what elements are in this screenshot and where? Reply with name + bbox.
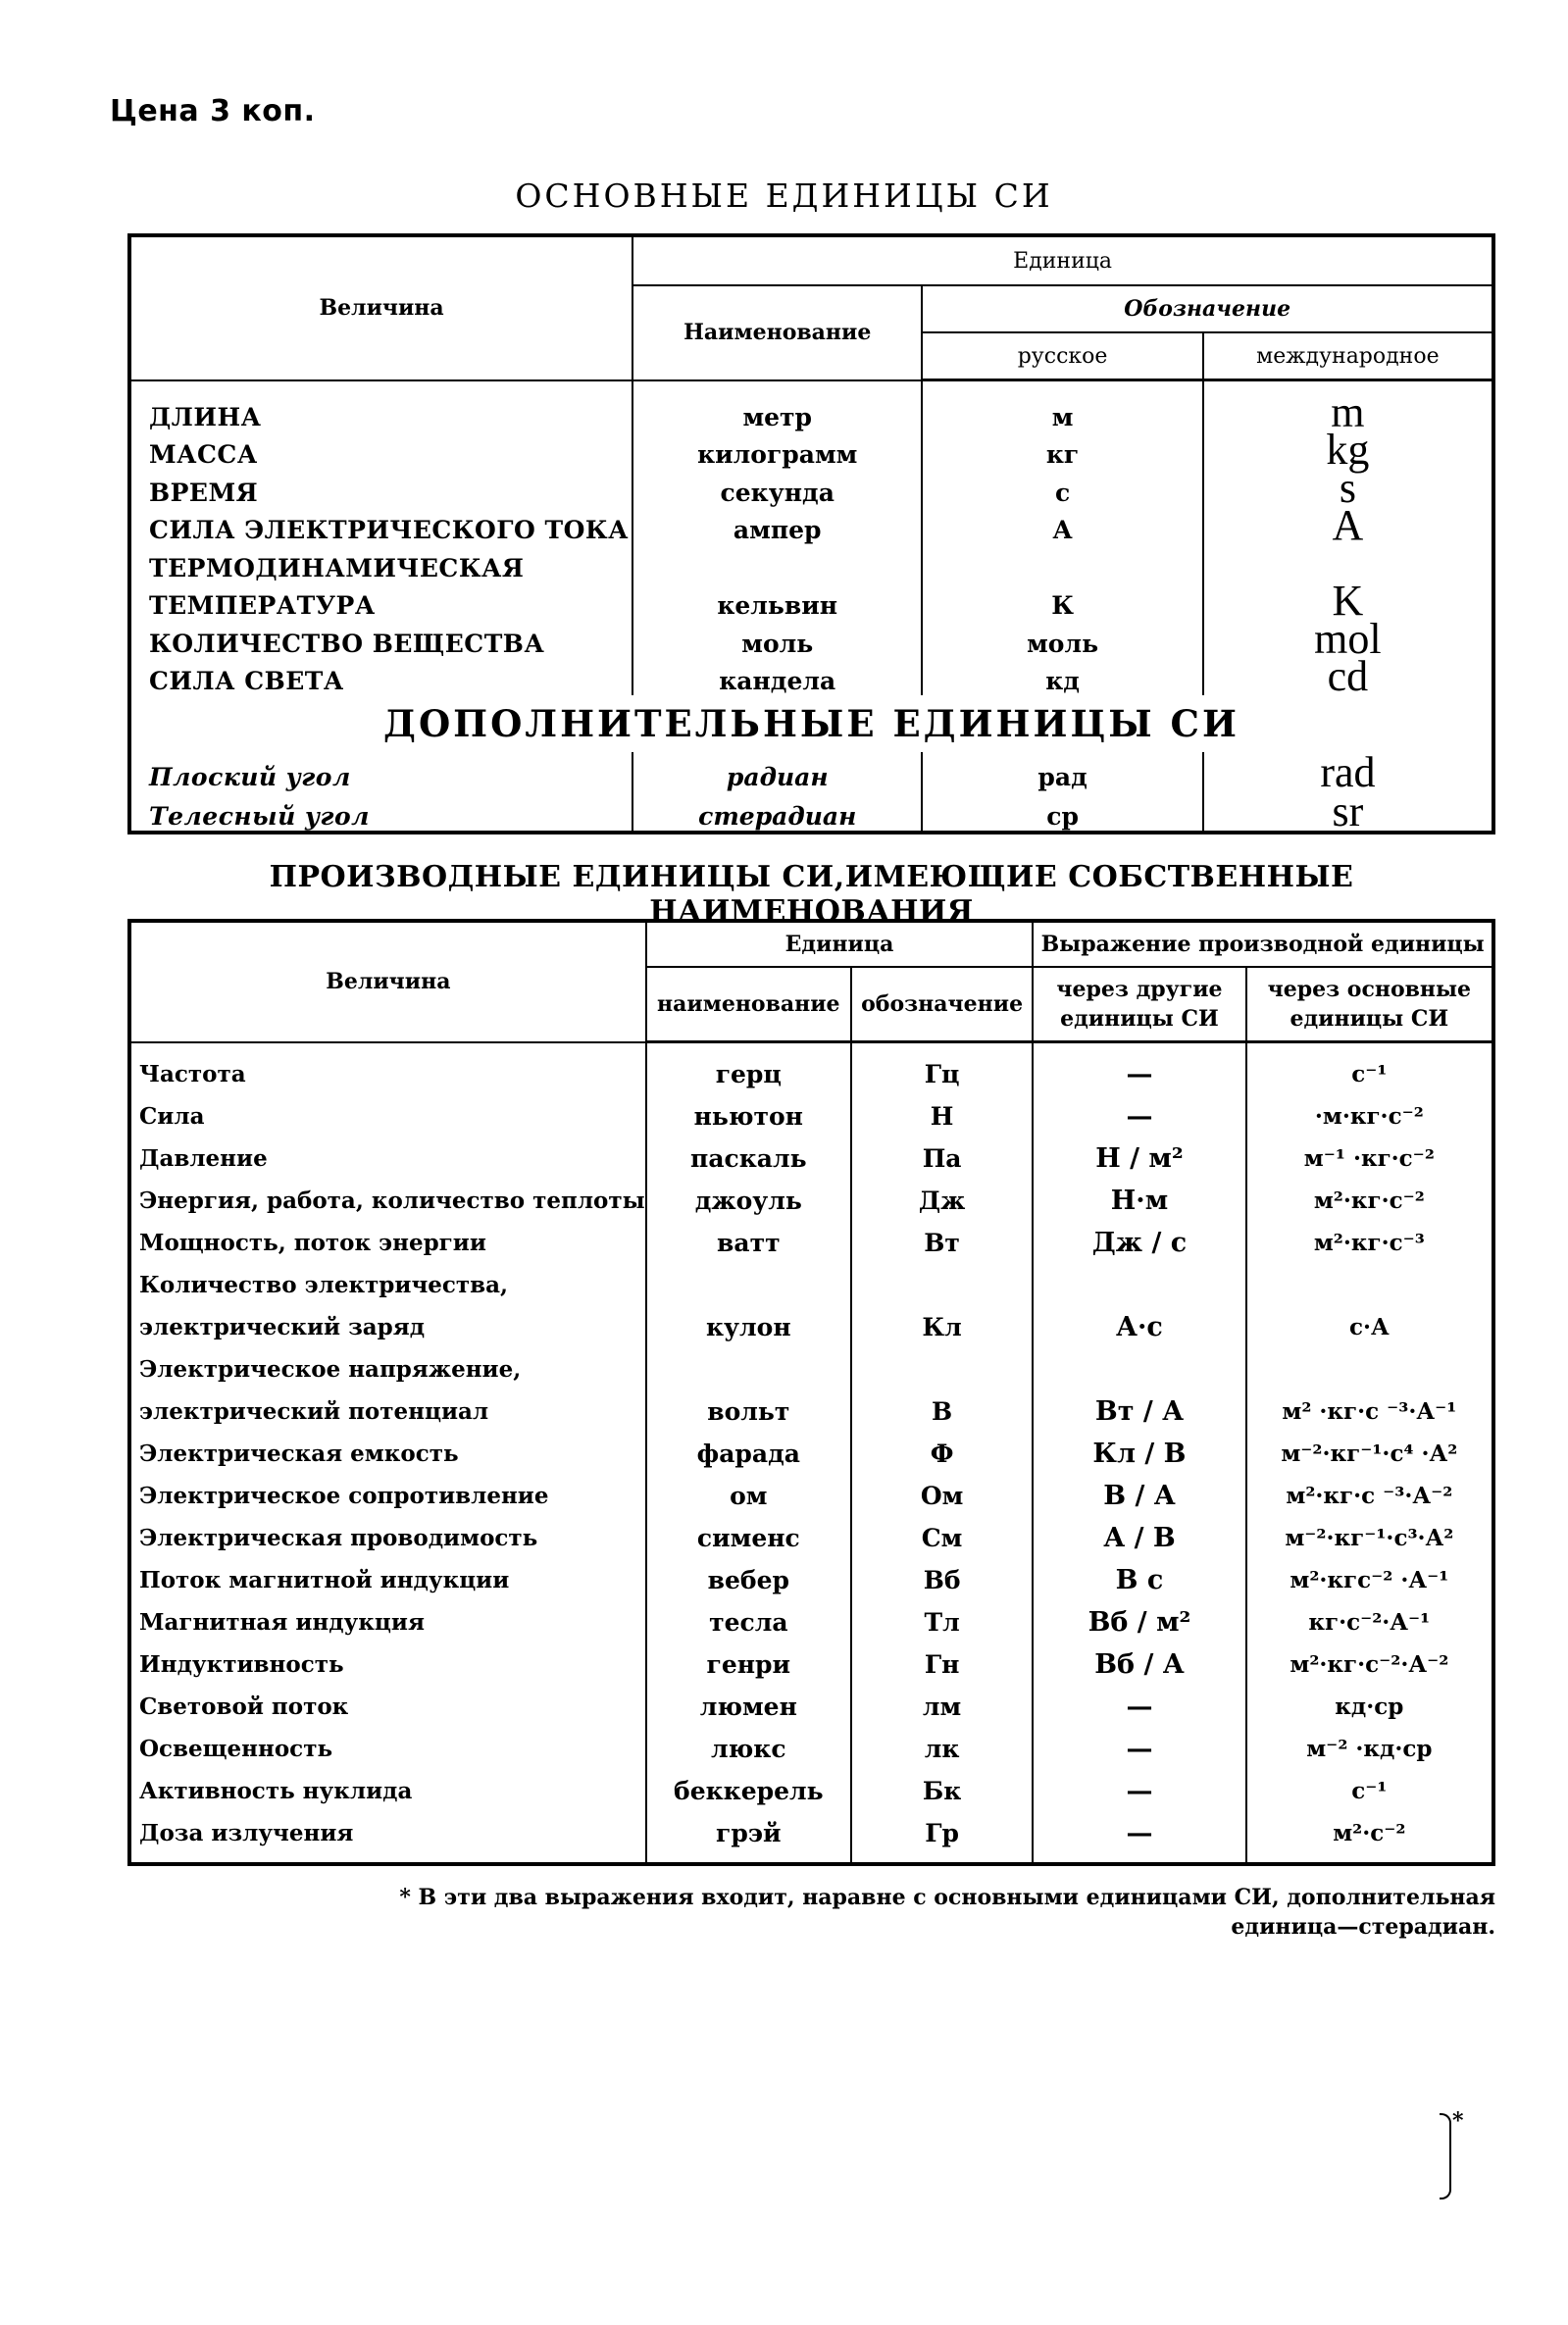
table-row <box>129 658 1493 696</box>
basic-units-title: ОСНОВНЫЕ ЕДИНИЦЫ СИ <box>515 177 1053 215</box>
table-row <box>129 1137 1493 1180</box>
unit-name-cell: беккерель <box>646 1770 851 1812</box>
table-row <box>129 1728 1493 1770</box>
via-other-units-cell: А·с <box>1033 1306 1245 1348</box>
via-basic-units-cell: м⁻²·кг⁻¹·с³·А² <box>1246 1517 1493 1559</box>
footnote-line-1: * В эти два выражения входит, наравне с основными единицами СИ, дополнительная <box>399 1885 1495 1910</box>
quantity-cell: ДЛИНА <box>129 380 632 431</box>
quantity-cell: Частота <box>129 1042 646 1096</box>
via-other-units-cell: Кл / В <box>1033 1433 1245 1475</box>
header-symbol: обозначение <box>851 967 1033 1042</box>
quantity-cell: Плоский угол <box>129 752 632 791</box>
quantity-cell: Электрическое сопротивление <box>129 1475 646 1517</box>
table-row <box>129 1348 1493 1390</box>
unit-symbol-cell <box>851 1348 1033 1390</box>
via-basic-units-cell: м²·кг·с ⁻³·А⁻² <box>1246 1475 1493 1517</box>
quantity-cell: ТЕМПЕРАТУРА <box>129 582 632 621</box>
quantity-cell: ТЕРМОДИНАМИЧЕСКАЯ <box>129 544 632 582</box>
unit-symbol-cell: См <box>851 1517 1033 1559</box>
unit-name-cell: сименс <box>646 1517 851 1559</box>
quantity-cell: Освещенность <box>129 1728 646 1770</box>
supplementary-units-title: ДОПОЛНИТЕЛЬНЫЕ ЕДИНИЦЫ СИ <box>383 702 1239 745</box>
via-basic-units-cell: м²·кг·с⁻³ <box>1246 1222 1493 1264</box>
russian-symbol-cell: кг <box>922 431 1202 470</box>
quantity-cell: МАССА <box>129 431 632 470</box>
unit-name-cell: люкс <box>646 1728 851 1770</box>
unit-symbol-cell: Вб <box>851 1559 1033 1601</box>
unit-symbol-cell: Дж <box>851 1180 1033 1222</box>
via-other-units-cell: — <box>1033 1095 1245 1137</box>
quantity-cell: Световой поток <box>129 1686 646 1728</box>
unit-name-cell: метр <box>632 380 922 431</box>
international-symbol-cell: A <box>1203 507 1493 545</box>
quantity-cell: Активность нуклида <box>129 1770 646 1812</box>
header-quantity: Величина <box>129 921 646 1042</box>
quantity-cell: Электрическое напряжение, <box>129 1348 646 1390</box>
unit-name-cell <box>646 1264 851 1306</box>
table-row <box>129 1559 1493 1601</box>
unit-name-cell: кулон <box>646 1306 851 1348</box>
russian-symbol-cell: А <box>922 507 1202 545</box>
via-other-units-cell <box>1033 1348 1245 1390</box>
via-other-units-cell: Дж / с <box>1033 1222 1245 1264</box>
international-symbol-cell: kg <box>1203 431 1493 470</box>
table-row <box>129 1222 1493 1264</box>
international-symbol-cell: sr <box>1203 791 1493 833</box>
unit-name-cell: кельвин <box>632 582 922 621</box>
header-expression: Выражение производной единицы <box>1033 921 1493 967</box>
table-row <box>129 1601 1493 1643</box>
quantity-cell: ВРЕМЯ <box>129 469 632 507</box>
via-other-units-cell: Вб / А <box>1033 1643 1245 1686</box>
header-unit: Единица <box>646 921 1034 967</box>
table-row <box>129 507 1493 545</box>
via-other-units-cell: — <box>1033 1728 1245 1770</box>
table-row <box>129 469 1493 507</box>
international-symbol-cell: m <box>1203 380 1493 431</box>
russian-symbol-cell: моль <box>922 620 1202 658</box>
russian-symbol-cell: рад <box>922 752 1202 791</box>
table-row <box>129 620 1493 658</box>
unit-name-cell: секунда <box>632 469 922 507</box>
via-basic-units-cell <box>1246 1348 1493 1390</box>
international-symbol-cell: mol <box>1203 620 1493 658</box>
via-basic-units-cell: ·м·кг·с⁻² <box>1246 1095 1493 1137</box>
via-basic-units-cell: кг·с⁻²·А⁻¹ <box>1246 1601 1493 1643</box>
quantity-cell: Мощность, поток энергии <box>129 1222 646 1264</box>
unit-name-cell: моль <box>632 620 922 658</box>
international-symbol-cell: K <box>1203 582 1493 621</box>
table-row <box>129 1770 1493 1812</box>
table-row <box>129 1180 1493 1222</box>
unit-name-cell: вебер <box>646 1559 851 1601</box>
via-other-units-cell: В / А <box>1033 1475 1245 1517</box>
header-unit: Единица <box>632 235 1493 285</box>
via-other-units-cell: Н / м² <box>1033 1137 1245 1180</box>
table-row <box>129 1390 1493 1433</box>
header-via-other: через другие единицы СИ <box>1033 967 1245 1042</box>
quantity-cell: СИЛА ЭЛЕКТРИЧЕСКОГО ТОКА <box>129 507 632 545</box>
header-name: Наименование <box>632 285 922 380</box>
russian-symbol-cell: м <box>922 380 1202 431</box>
quantity-cell: электрический заряд <box>129 1306 646 1348</box>
unit-name-cell: тесла <box>646 1601 851 1643</box>
unit-symbol-cell: Ом <box>851 1475 1033 1517</box>
table-row <box>129 1264 1493 1306</box>
quantity-cell: Магнитная индукция <box>129 1601 646 1643</box>
table-row <box>129 1517 1493 1559</box>
via-basic-units-cell: с⁻¹ <box>1246 1770 1493 1812</box>
quantity-cell: электрический потенциал <box>129 1390 646 1433</box>
header-international: международное <box>1203 332 1493 380</box>
via-basic-units-cell <box>1246 1264 1493 1306</box>
international-symbol-cell: cd <box>1203 658 1493 696</box>
russian-symbol-cell <box>922 544 1202 582</box>
via-basic-units-cell: м⁻¹ ·кг·с⁻² <box>1246 1137 1493 1180</box>
table-row <box>129 431 1493 470</box>
unit-name-cell: ньютон <box>646 1095 851 1137</box>
via-basic-units-cell: м²·кг·с⁻²·А⁻² <box>1246 1643 1493 1686</box>
unit-name-cell <box>646 1348 851 1390</box>
footnote-mark: * <box>1452 2108 1464 2134</box>
table-row <box>129 1095 1493 1137</box>
quantity-cell: Телесный угол <box>129 791 632 833</box>
via-other-units-cell: А / В <box>1033 1517 1245 1559</box>
unit-name-cell: вольт <box>646 1390 851 1433</box>
unit-name-cell: люмен <box>646 1686 851 1728</box>
via-basic-units-cell: кд·ср <box>1246 1686 1493 1728</box>
unit-name-cell: генри <box>646 1643 851 1686</box>
table-row <box>129 582 1493 621</box>
table-row <box>129 1812 1493 1864</box>
via-other-units-cell: Вб / м² <box>1033 1601 1245 1643</box>
table-row <box>129 1433 1493 1475</box>
russian-symbol-cell: кд <box>922 658 1202 696</box>
header-quantity: Величина <box>129 235 632 380</box>
table-row <box>129 1042 1493 1096</box>
international-symbol-cell: s <box>1203 469 1493 507</box>
via-other-units-cell <box>1033 1264 1245 1306</box>
unit-name-cell: ом <box>646 1475 851 1517</box>
unit-symbol-cell: Гр <box>851 1812 1033 1864</box>
quantity-cell: Доза излучения <box>129 1812 646 1864</box>
via-basic-units-cell: м⁻² ·кд·ср <box>1246 1728 1493 1770</box>
header-name: наименование <box>646 967 851 1042</box>
light-units-brace <box>1440 2113 1451 2199</box>
unit-symbol-cell: Ф <box>851 1433 1033 1475</box>
derived-units-table <box>127 919 1495 1866</box>
via-basic-units-cell: м²·кг·с⁻² <box>1246 1180 1493 1222</box>
unit-name-cell: фарада <box>646 1433 851 1475</box>
via-basic-units-cell: с·А <box>1246 1306 1493 1348</box>
via-other-units-cell: — <box>1033 1812 1245 1864</box>
russian-symbol-cell: К <box>922 582 1202 621</box>
derived-units-title: ПРОИЗВОДНЫЕ ЕДИНИЦЫ СИ,ИМЕЮЩИЕ СОБСТВЕННЫЕ НАИМЕНОВАНИЯ <box>269 860 1354 929</box>
quantity-cell: Энергия, работа, количество теплоты <box>129 1180 646 1222</box>
header-russian: русское <box>922 332 1202 380</box>
unit-symbol-cell <box>851 1264 1033 1306</box>
via-basic-units-cell: с⁻¹ <box>1246 1042 1493 1096</box>
via-basic-units-cell: м²·кгс⁻² ·А⁻¹ <box>1246 1559 1493 1601</box>
via-other-units-cell: — <box>1033 1042 1245 1096</box>
unit-name-cell: килограмм <box>632 431 922 470</box>
quantity-cell: Электрическая емкость <box>129 1433 646 1475</box>
unit-symbol-cell: Н <box>851 1095 1033 1137</box>
via-other-units-cell: — <box>1033 1686 1245 1728</box>
international-symbol-cell: rad <box>1203 752 1493 791</box>
quantity-cell: КОЛИЧЕСТВО ВЕЩЕСТВА <box>129 620 632 658</box>
unit-name-cell: герц <box>646 1042 851 1096</box>
via-basic-units-cell: м² ·кг·с ⁻³·А⁻¹ <box>1246 1390 1493 1433</box>
via-basic-units-cell: м⁻²·кг⁻¹·с⁴ ·А² <box>1246 1433 1493 1475</box>
unit-symbol-cell: Вт <box>851 1222 1033 1264</box>
unit-name-cell: радиан <box>632 752 922 791</box>
quantity-cell: Количество электричества, <box>129 1264 646 1306</box>
unit-name-cell: паскаль <box>646 1137 851 1180</box>
unit-symbol-cell: Тл <box>851 1601 1033 1643</box>
via-other-units-cell: Вт / А <box>1033 1390 1245 1433</box>
table-row <box>129 1643 1493 1686</box>
table-row <box>129 1686 1493 1728</box>
unit-symbol-cell: Кл <box>851 1306 1033 1348</box>
table-row <box>129 544 1493 582</box>
unit-symbol-cell: Бк <box>851 1770 1033 1812</box>
header-designation: Обозначение <box>922 285 1493 332</box>
via-other-units-cell: В с <box>1033 1559 1245 1601</box>
unit-name-cell: ватт <box>646 1222 851 1264</box>
unit-symbol-cell: лк <box>851 1728 1033 1770</box>
unit-symbol-cell: Па <box>851 1137 1033 1180</box>
unit-symbol-cell: В <box>851 1390 1033 1433</box>
unit-name-cell: ампер <box>632 507 922 545</box>
table-row <box>129 1475 1493 1517</box>
unit-name-cell: грэй <box>646 1812 851 1864</box>
unit-symbol-cell: Гн <box>851 1643 1033 1686</box>
quantity-cell: Электрическая проводимость <box>129 1517 646 1559</box>
table-row <box>129 752 1493 791</box>
quantity-cell: Индуктивность <box>129 1643 646 1686</box>
unit-symbol-cell: лм <box>851 1686 1033 1728</box>
russian-symbol-cell: с <box>922 469 1202 507</box>
quantity-cell: Давление <box>129 1137 646 1180</box>
unit-name-cell <box>632 544 922 582</box>
price-label: Цена 3 коп. <box>110 94 316 128</box>
quantity-cell: Поток магнитной индукции <box>129 1559 646 1601</box>
via-basic-units-cell: м²·с⁻² <box>1246 1812 1493 1864</box>
basic-units-table <box>127 233 1495 834</box>
russian-symbol-cell: ср <box>922 791 1202 833</box>
table-row <box>129 1306 1493 1348</box>
via-other-units-cell: Н·м <box>1033 1180 1245 1222</box>
unit-name-cell: кандела <box>632 658 922 696</box>
header-via-basic: через основные единицы СИ <box>1246 967 1493 1042</box>
table-row <box>129 791 1493 833</box>
unit-name-cell: стерадиан <box>632 791 922 833</box>
table-row <box>129 380 1493 431</box>
via-other-units-cell: — <box>1033 1770 1245 1812</box>
unit-symbol-cell: Гц <box>851 1042 1033 1096</box>
quantity-cell: СИЛА СВЕТА <box>129 658 632 696</box>
quantity-cell: Сила <box>129 1095 646 1137</box>
unit-name-cell: джоуль <box>646 1180 851 1222</box>
footnote-line-2: единица—стерадиан. <box>1231 1914 1495 1940</box>
